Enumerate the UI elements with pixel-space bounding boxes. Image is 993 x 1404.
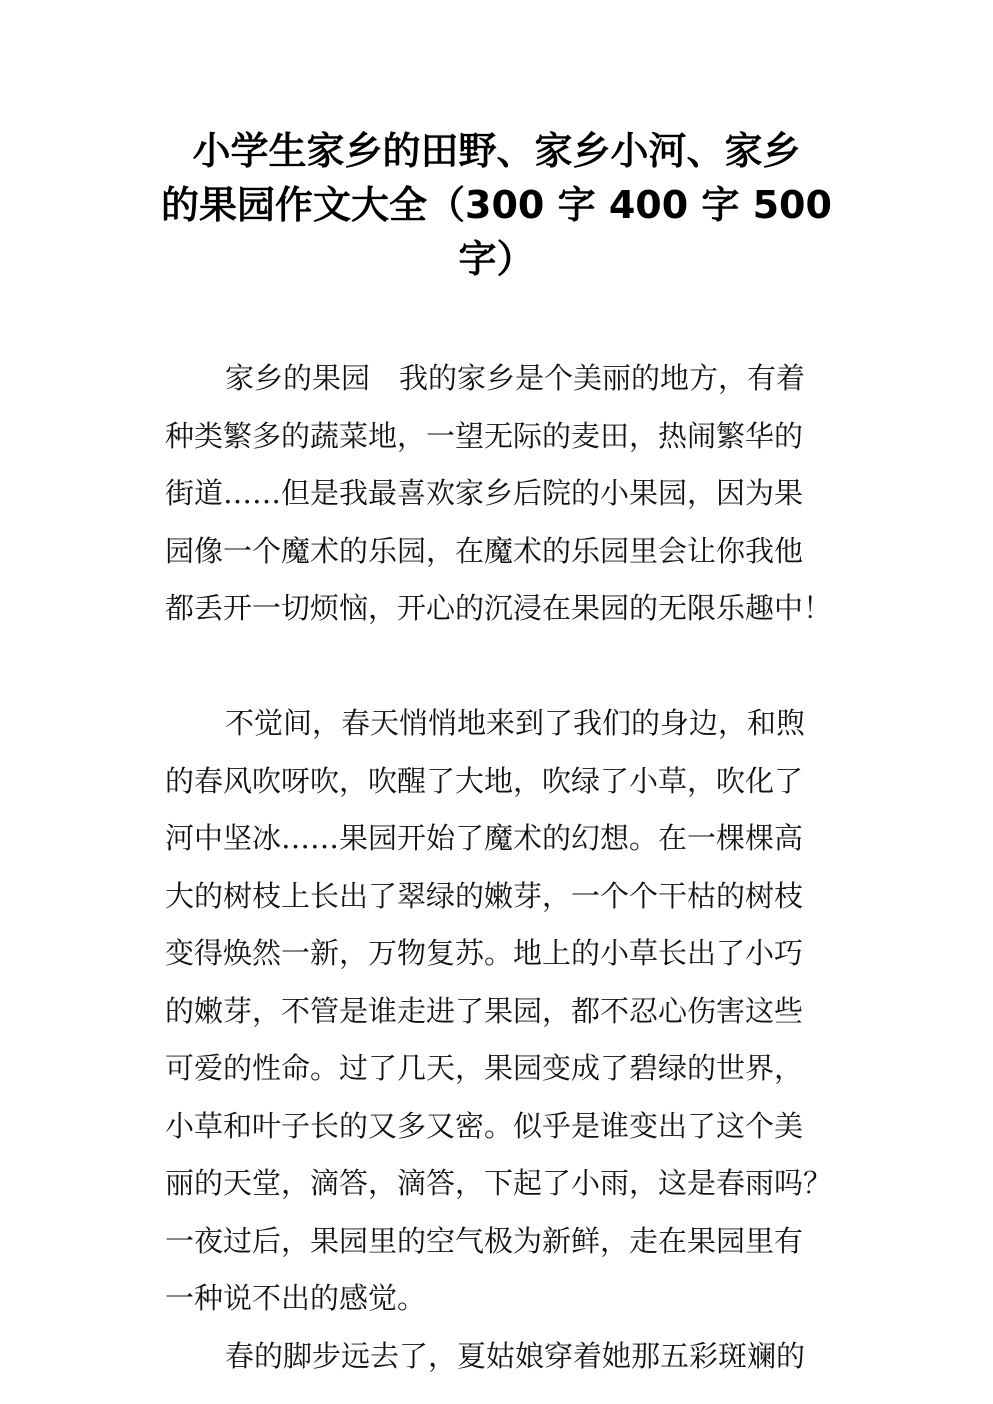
document-body <box>165 350 845 1385</box>
text-line: 小草和叶子长的又多又密。似乎是谁变出了这个美 <box>165 1108 804 1143</box>
text-line: 大的树枝上长出了翠绿的嫩芽，一个个干枯的树枝 <box>165 878 804 913</box>
text-line: 种类繁多的蔬菜地，一望无际的麦田，热闹繁华的 <box>165 418 804 453</box>
text-line: 的嫩芽，不管是谁走进了果园，都不忍心伤害这些 <box>165 993 804 1028</box>
text-line: 一夜过后，果园里的空气极为新鲜，走在果园里有 <box>165 1223 804 1258</box>
text-line: 变得焕然一新，万物复苏。地上的小草长出了小巧 <box>165 936 804 970</box>
text-line: 可爱的性命。过了几天，果园变成了碧绿的世界， <box>165 1051 804 1085</box>
text-line: 家乡的果园 我的家乡是个美丽的地方，有着 <box>225 361 806 395</box>
text-line: 河中坚冰……果园开始了魔术的幻想。在一棵棵高 <box>165 821 804 855</box>
text-line: 街道……但是我最喜欢家乡后院的小果园，因为果 <box>165 476 804 510</box>
text-line: 园像一个魔术的乐园，在魔术的乐园里会让你我他 <box>165 533 804 568</box>
text-line: 不觉间，春天悄悄地来到了我们的身边，和煦 <box>225 706 806 740</box>
paragraph <box>165 1328 845 1386</box>
paragraph <box>165 350 845 638</box>
title-line: 字） <box>458 237 535 281</box>
paragraph <box>165 695 845 1328</box>
text-line: 丽的天堂，滴答，滴答，下起了小雨，这是春雨吗？ <box>165 1166 833 1200</box>
text-line: 都丢开一切烦恼，开心的沉浸在果园的无限乐趣中！ <box>165 591 833 625</box>
text-line: 春的脚步远去了，夏姑娘穿着她那五彩斑斓的 <box>225 1338 806 1373</box>
title-line: 的果园作文大全（300 字 400 字 500 <box>161 183 832 227</box>
text-line: 一种说不出的感觉。 <box>165 1281 427 1315</box>
paragraph-gap <box>165 638 845 696</box>
title-line: 小学生家乡的田野、家乡小河、家乡 <box>192 129 801 173</box>
document-title <box>150 124 843 286</box>
text-line: 的春风吹呀吹，吹醒了大地，吹绿了小草，吹化了 <box>165 763 804 798</box>
